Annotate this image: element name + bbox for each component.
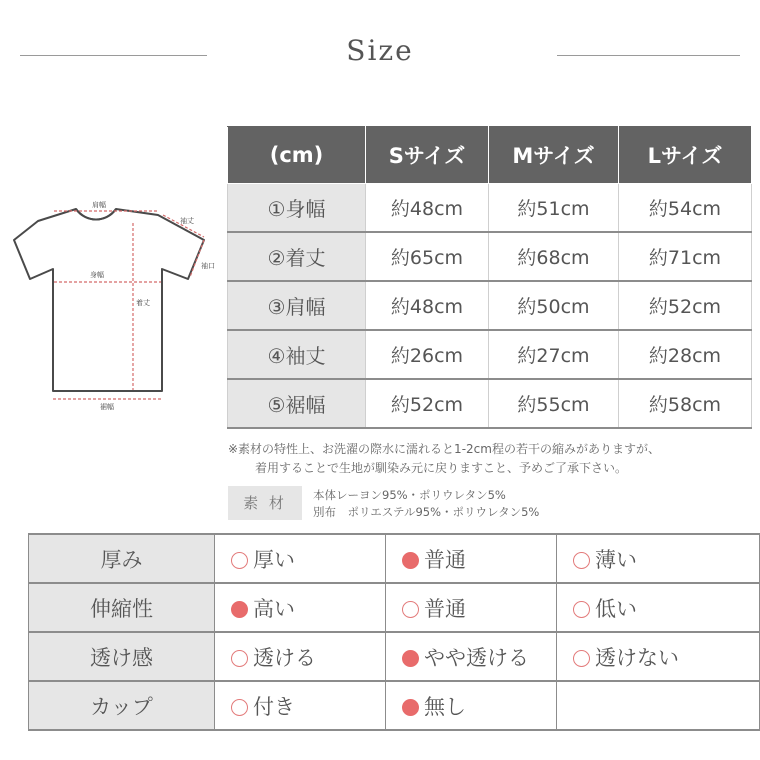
label-sleeve: 袖丈 [180,217,194,225]
option-label: 透ける [253,645,316,670]
option-cell [557,583,760,632]
size-header-l: Lサイズ [619,127,752,184]
size-header-s: Sサイズ [366,127,489,184]
size-cell-l: 約71cm [619,232,752,281]
size-row-label: ②着丈 [228,232,366,281]
size-cell-m: 約51cm [489,184,619,233]
option-cell [215,583,386,632]
size-cell-l: 約54cm [619,184,752,233]
option-cell [215,632,386,681]
option-label: 高い [253,596,295,621]
feature-label: カップ [29,681,215,730]
size-cell-l: 約58cm [619,379,752,428]
radio-selected-icon [402,552,419,569]
size-cell-m: 約55cm [489,379,619,428]
care-note [228,440,660,478]
option-label: 付き [253,694,295,719]
tshirt-diagram [8,195,220,415]
feature-label: 厚み [29,534,215,583]
size-cell-s: 約48cm [366,184,489,233]
option-label: 低い [595,596,637,621]
option-label: 普通 [424,547,466,572]
radio-icon [231,650,248,667]
size-row [228,330,752,379]
label-body-width: 身幅 [90,271,104,279]
option-label: 普通 [424,596,466,621]
option-label: 透けない [595,645,679,670]
size-cell-m: 約50cm [489,281,619,330]
radio-icon [231,699,248,716]
size-header-m: Mサイズ [489,127,619,184]
size-row [228,281,752,330]
radio-selected-icon [231,601,248,618]
feature-label: 透け感 [29,632,215,681]
radio-icon [573,552,590,569]
material-info [313,487,539,521]
option-cell [386,681,557,730]
size-cell-l: 約28cm [619,330,752,379]
care-note-line1: ※素材の特性上、お洗濯の際水に濡れると1-2cm程の若干の縮みがありますが、 [228,442,660,456]
page-title: Size [346,34,414,67]
option-cell [215,681,386,730]
radio-icon [402,601,419,618]
option-cell [557,534,760,583]
label-cuff: 袖口 [201,262,215,270]
size-cell-s: 約26cm [366,330,489,379]
size-cell-m: 約68cm [489,232,619,281]
option-label: やや透ける [424,645,529,670]
radio-selected-icon [402,699,419,716]
size-cell-s: 約65cm [366,232,489,281]
material-line2: 別布 ポリエステル95%・ポリウレタン5% [313,505,540,519]
size-cell-s: 約52cm [366,379,489,428]
option-cell [386,583,557,632]
size-cell-l: 約52cm [619,281,752,330]
feature-row-thickness [29,534,760,583]
size-row-label: ④袖丈 [228,330,366,379]
size-table [227,126,752,429]
option-cell [215,534,386,583]
feature-row-cup [29,681,760,730]
material-line1: 本体レーヨン95%・ポリウレタン5% [313,488,506,502]
feature-label: 伸縮性 [29,583,215,632]
label-length: 着丈 [136,299,150,307]
option-label: 無し [424,694,466,719]
feature-row-sheerness [29,632,760,681]
size-cell-m: 約27cm [489,330,619,379]
size-row-label: ⑤裾幅 [228,379,366,428]
option-label: 薄い [595,547,637,572]
radio-selected-icon [402,650,419,667]
tshirt-outline [14,209,204,391]
feature-table [28,533,760,731]
radio-icon [573,650,590,667]
size-row-label: ③肩幅 [228,281,366,330]
size-row [228,379,752,428]
option-label: 厚い [253,547,295,572]
label-shoulder: 肩幅 [92,201,106,209]
option-cell [557,632,760,681]
size-row-label: ①身幅 [228,184,366,233]
feature-row-stretch [29,583,760,632]
material-label: 素 材 [228,486,302,520]
size-header-unit: (cm) [228,127,366,184]
care-note-line2: 着用することで生地が馴染み元に戻りますこと、予めご了承下さい。 [255,461,628,475]
radio-icon [573,601,590,618]
option-cell [386,534,557,583]
size-row [228,184,752,233]
size-row [228,232,752,281]
radio-icon [231,552,248,569]
option-cell-empty [557,681,760,730]
size-cell-s: 約48cm [366,281,489,330]
option-cell [386,632,557,681]
label-hem: 裾幅 [100,403,114,411]
